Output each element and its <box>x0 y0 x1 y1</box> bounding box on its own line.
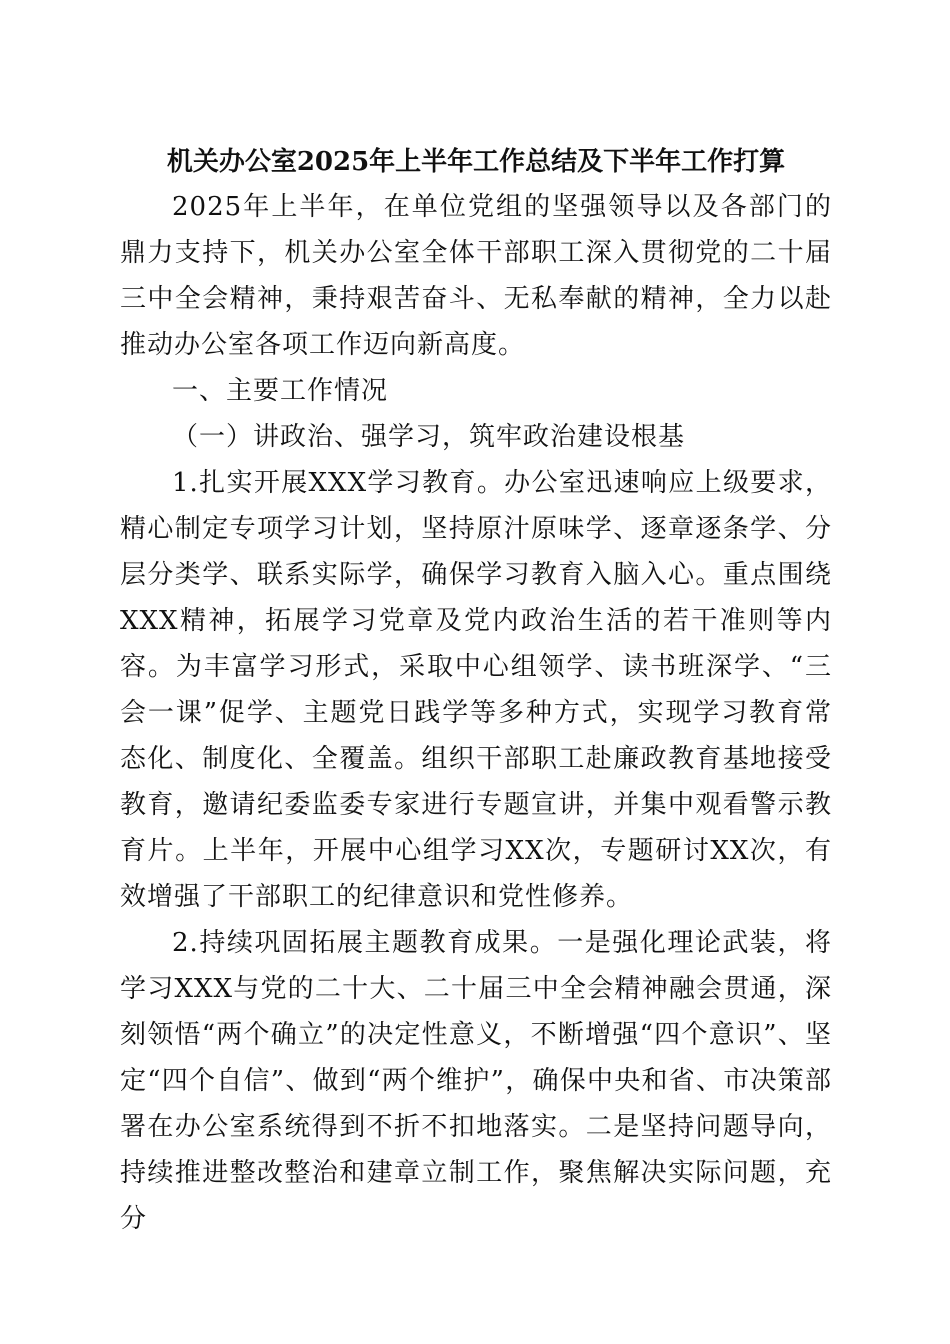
document-title: 机关办公室2025年上半年工作总结及下半年工作打算 <box>166 147 786 177</box>
item-1-paragraph: 1.扎实开展XXX学习教育。办公室迅速响应上级要求，精心制定专项学习计划，坚持原汁原味学、逐章逐条学、分层分类学、联系实际学，确保学习教育入脑入心。重点围绕XXX精神，拓展学习党章及党内政治生活的若干准则等内容。为丰富学习形式，采取中心组领学、读书班深学、“三会一课”促学、主题党日践学等多种方式，实现学习教育常态化、制度化、全覆盖。组织干部职工赴廉政教育基地接受教育，邀请纪委监委专家进行专题宣讲，并集中观看警示教育片。上半年，开展中心组学习XX次，专题研讨XX次，有效增强了干部职工的纪律意识和党性修养。 <box>120 468 832 912</box>
document-page <box>120 140 832 1242</box>
item-2-paragraph: 2.持续巩固拓展主题教育成果。一是强化理论武装，将学习XXX与党的二十大、二十届三中全会精神融会贯通，深刻领悟“两个确立”的决定性意义，不断增强“四个意识”、坚定“四个自信”、做到“两个维护”，确保中央和省、市决策部署在办公室系统得到不折不扣地落实。二是坚持问题导向，持续推进整改整治和建章立制工作，聚焦解决实际问题，充分 <box>120 928 832 1234</box>
section-heading: 一、主要工作情况 <box>172 376 389 406</box>
intro-paragraph: 2025年上半年，在单位党组的坚强领导以及各部门的鼎力支持下，机关办公室全体干部职工深入贯彻党的二十届三中全会精神，秉持艰苦奋斗、无私奉献的精神，全力以赴推动办公室各项工作迈向新高度。 <box>120 192 832 360</box>
subsection-heading: （一）讲政治、强学习，筑牢政治建设根基 <box>172 422 686 452</box>
